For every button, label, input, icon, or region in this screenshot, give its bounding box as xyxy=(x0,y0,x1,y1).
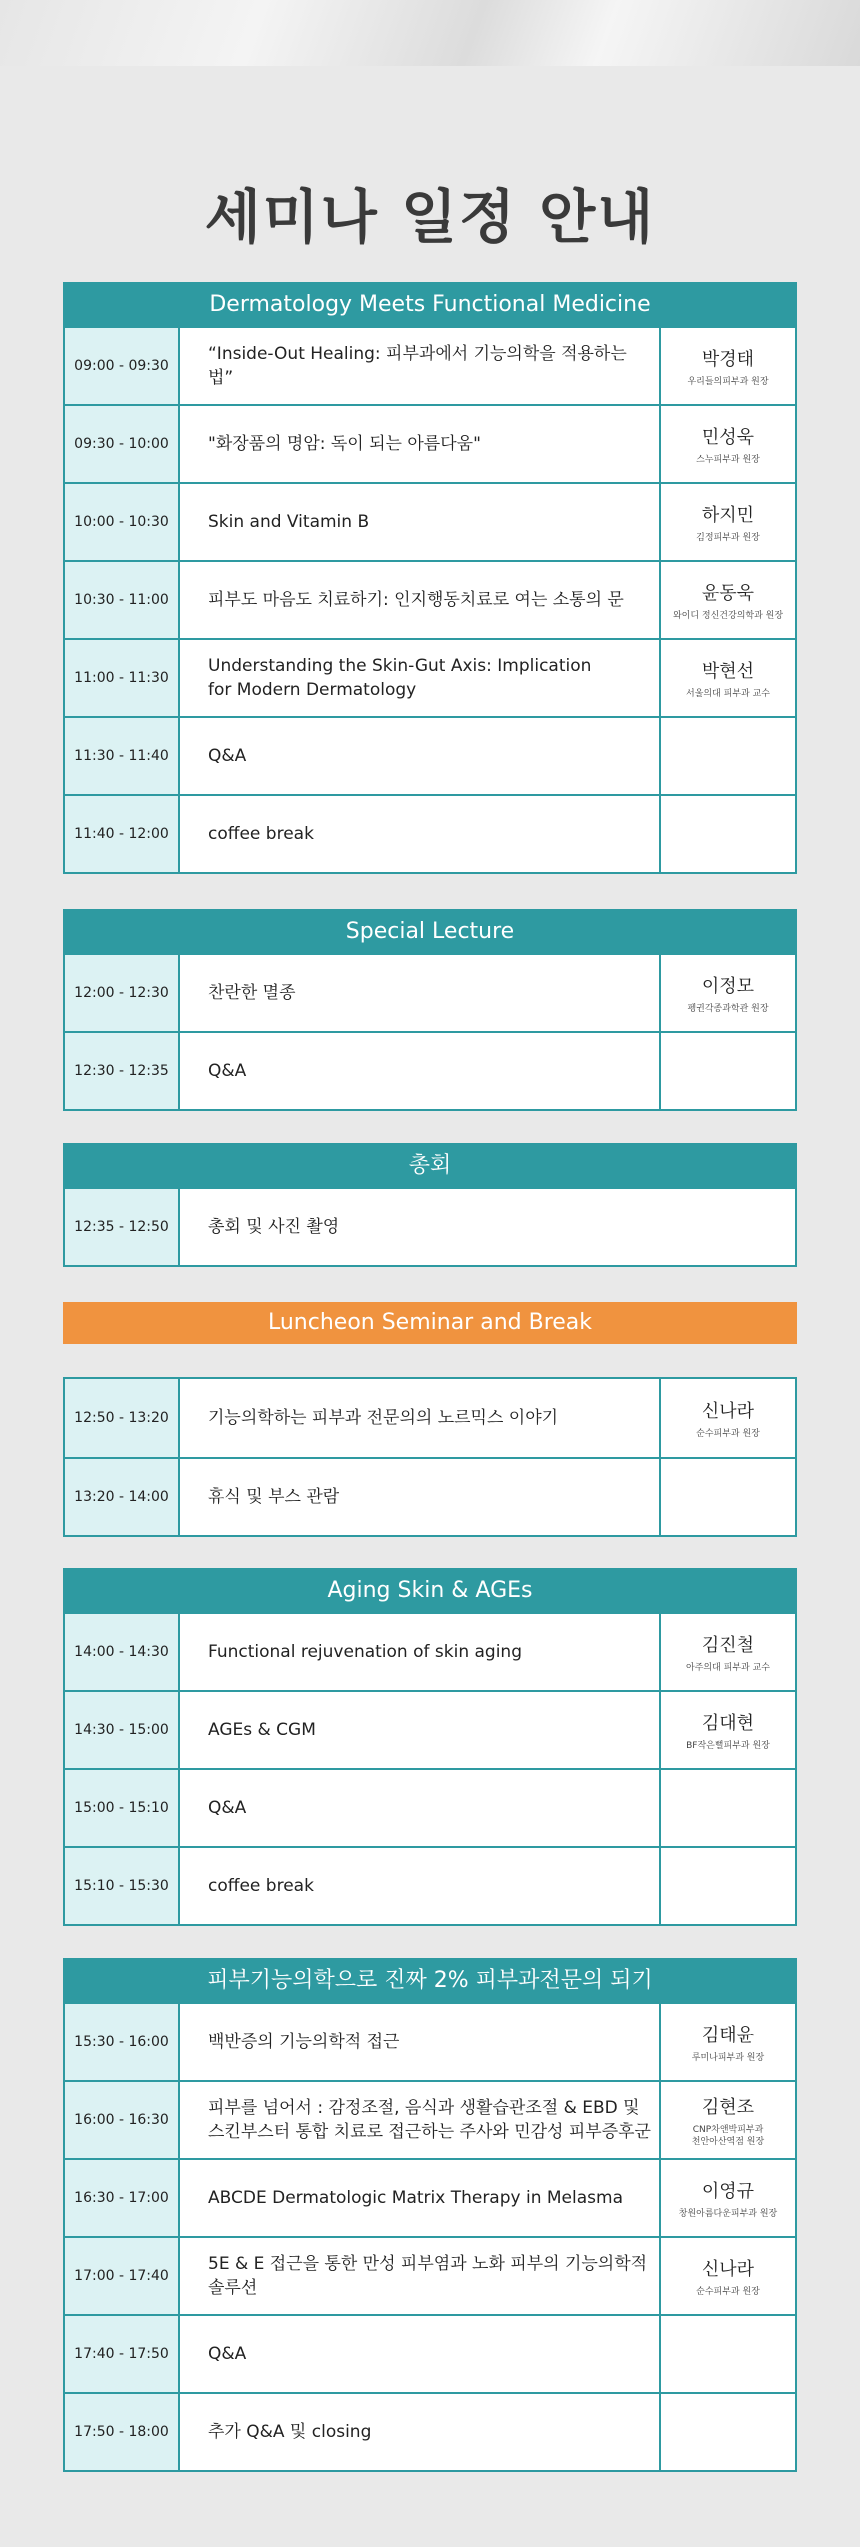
speaker-affiliation: 펭귄각종과학관 원장 xyxy=(687,1003,769,1014)
session-time: 15:30 - 16:00 xyxy=(65,2004,180,2080)
speaker-affiliation: 서울의대 피부과 교수 xyxy=(686,688,770,699)
schedule-row xyxy=(65,1690,795,1768)
session-time: 17:00 - 17:40 xyxy=(65,2238,180,2314)
speaker-cell xyxy=(659,2082,795,2158)
speaker-cell xyxy=(659,718,795,794)
session-topic: AGEs & CGM xyxy=(208,1720,316,1740)
speaker-affiliation: 와이디 정신건강의학과 원장 xyxy=(672,610,784,621)
speaker-name: 박경태 xyxy=(701,348,755,370)
speaker-name: 김태윤 xyxy=(701,2024,755,2046)
section-header: 총회 xyxy=(65,1145,795,1187)
schedule-row xyxy=(65,1457,795,1535)
speaker-cell xyxy=(659,2316,795,2392)
schedule-row xyxy=(65,326,795,404)
session-time: 16:30 - 17:00 xyxy=(65,2160,180,2236)
speaker-cell xyxy=(659,2238,795,2314)
schedule-section xyxy=(63,1958,797,2472)
speaker-name: 하지민 xyxy=(701,504,755,526)
session-topic: Skin and Vitamin B xyxy=(208,512,370,532)
session-time: 10:30 - 11:00 xyxy=(65,562,180,638)
speaker-name: 박현선 xyxy=(701,660,755,682)
speaker-affiliation: 창원아름다운피부과 원장 xyxy=(678,2208,778,2219)
speaker-cell xyxy=(659,1379,795,1457)
schedule-row xyxy=(65,2158,795,2236)
session-topic: 피부를 넘어서 : 감정조절, 음식과 생활습관조절 & EBD 및 스킨부스터 통합 치료로 접근하는 주사와 민감성 피부증후군 xyxy=(208,2098,651,2142)
session-topic: ABCDE Dermatologic Matrix Therapy in Melasma xyxy=(208,2188,623,2208)
schedule-row xyxy=(65,482,795,560)
speaker-affiliation: CNP차앤박피부과 천안아산역점 원장 xyxy=(691,2124,765,2147)
session-time: 11:40 - 12:00 xyxy=(65,796,180,872)
speaker-cell xyxy=(659,484,795,560)
speaker-cell xyxy=(659,406,795,482)
session-time: 12:30 - 12:35 xyxy=(65,1033,180,1109)
schedule-row xyxy=(65,560,795,638)
schedule-row xyxy=(65,1768,795,1846)
session-topic: 총회 및 사진 촬영 xyxy=(208,1217,340,1237)
speaker-cell xyxy=(659,796,795,872)
session-time: 12:00 - 12:30 xyxy=(65,955,180,1031)
speaker-cell xyxy=(659,562,795,638)
session-time: 15:00 - 15:10 xyxy=(65,1770,180,1846)
speaker-cell xyxy=(659,1459,795,1535)
session-time: 09:00 - 09:30 xyxy=(65,328,180,404)
speaker-name: 김현조 xyxy=(701,2096,755,2118)
session-topic: Q&A xyxy=(208,746,247,766)
schedule-row xyxy=(65,2392,795,2470)
schedule-section xyxy=(63,1568,797,1926)
speaker-affiliation: 아주의대 피부과 교수 xyxy=(686,1662,770,1673)
speaker-name: 신나라 xyxy=(701,1400,755,1422)
schedule-row xyxy=(65,2314,795,2392)
session-time: 16:00 - 16:30 xyxy=(65,2082,180,2158)
session-topic: 백반증의 기능의학적 접근 xyxy=(208,2032,400,2052)
speaker-name: 민성욱 xyxy=(701,426,755,448)
session-time: 10:00 - 10:30 xyxy=(65,484,180,560)
session-time: 12:35 - 12:50 xyxy=(65,1189,180,1265)
schedule-row xyxy=(65,2236,795,2314)
schedule-row xyxy=(65,2080,795,2158)
speaker-name: 김진철 xyxy=(701,1634,755,1656)
speaker-affiliation: 순수피부과 원장 xyxy=(696,2286,760,2297)
session-time: 11:30 - 11:40 xyxy=(65,718,180,794)
speaker-cell xyxy=(659,2160,795,2236)
speaker-affiliation: BF작은뻘피부과 원장 xyxy=(686,1740,770,1751)
session-time: 09:30 - 10:00 xyxy=(65,406,180,482)
session-topic: Q&A xyxy=(208,1798,247,1818)
speaker-cell xyxy=(659,328,795,404)
session-topic: Understanding the Skin-Gut Axis: Implication for Modern Dermatology xyxy=(208,656,592,700)
page-title: 세미나 일정 안내 xyxy=(204,183,656,251)
session-time: 17:40 - 17:50 xyxy=(65,2316,180,2392)
session-topic: 휴식 및 부스 관람 xyxy=(208,1487,340,1507)
schedule-section xyxy=(63,909,797,1111)
speaker-name: 이정모 xyxy=(701,975,755,997)
speaker-cell xyxy=(659,1692,795,1768)
session-time: 12:50 - 13:20 xyxy=(65,1379,180,1457)
speaker-affiliation: 우리들의피부과 원장 xyxy=(687,376,769,387)
session-topic: 5E & E 접근을 통한 만성 피부염과 노화 피부의 기능의학적 솔루션 xyxy=(208,2254,648,2298)
session-time: 14:00 - 14:30 xyxy=(65,1614,180,1690)
session-time: 15:10 - 15:30 xyxy=(65,1848,180,1924)
schedule-row xyxy=(65,638,795,716)
session-time: 13:20 - 14:00 xyxy=(65,1459,180,1535)
speaker-name: 신나라 xyxy=(701,2258,755,2280)
speaker-cell xyxy=(659,1770,795,1846)
session-topic: coffee break xyxy=(208,1876,314,1896)
speaker-affiliation: 순수피부과 원장 xyxy=(696,1428,760,1439)
speaker-affiliation: 루미나피부과 원장 xyxy=(691,2052,765,2063)
speaker-name: 윤동욱 xyxy=(701,582,755,604)
session-topic: Q&A xyxy=(208,2344,247,2364)
schedule-row xyxy=(65,794,795,872)
speaker-affiliation: 스누피부과 원장 xyxy=(696,454,760,465)
session-topic: "화장품의 명암: 독이 되는 아름다움" xyxy=(208,434,481,454)
schedule-row xyxy=(65,1031,795,1109)
schedule-row xyxy=(65,1187,795,1265)
speaker-cell xyxy=(659,640,795,716)
luncheon-banner: Luncheon Seminar and Break xyxy=(63,1302,797,1344)
section-header: Special Lecture xyxy=(65,911,795,953)
schedule-row xyxy=(65,1379,795,1457)
speaker-cell xyxy=(659,2004,795,2080)
session-topic: 찬란한 멸종 xyxy=(208,983,296,1003)
speaker-affiliation: 김정피부과 원장 xyxy=(696,532,760,543)
speaker-cell xyxy=(659,1848,795,1924)
session-topic: 피부도 마음도 치료하기: 인지행동치료로 여는 소통의 문 xyxy=(208,590,624,610)
schedule-row xyxy=(65,953,795,1031)
schedule-row xyxy=(65,1612,795,1690)
speaker-name: 이영규 xyxy=(701,2180,755,2202)
schedule-section xyxy=(63,1143,797,1267)
speaker-cell xyxy=(659,1614,795,1690)
schedule-row xyxy=(65,716,795,794)
session-topic: “Inside-Out Healing: 피부과에서 기능의학을 적용하는 법” xyxy=(208,344,627,388)
section-header: Dermatology Meets Functional Medicine xyxy=(65,284,795,326)
session-topic: 기능의학하는 피부과 전문의의 노르믹스 이야기 xyxy=(208,1408,559,1428)
session-topic: Q&A xyxy=(208,1061,247,1081)
session-time: 17:50 - 18:00 xyxy=(65,2394,180,2470)
schedule-section xyxy=(63,1377,797,1537)
top-decorative-strip xyxy=(0,0,860,66)
section-header: 피부기능의학으로 진짜 2% 피부과전문의 되기 xyxy=(65,1960,795,2002)
schedule-row xyxy=(65,2002,795,2080)
schedule-section xyxy=(63,282,797,874)
session-topic: 추가 Q&A 및 closing xyxy=(208,2422,372,2442)
speaker-name: 김대현 xyxy=(701,1712,755,1734)
schedule-row xyxy=(65,404,795,482)
section-header: Aging Skin & AGEs xyxy=(65,1570,795,1612)
session-time: 14:30 - 15:00 xyxy=(65,1692,180,1768)
speaker-cell xyxy=(659,1033,795,1109)
speaker-cell xyxy=(659,2394,795,2470)
session-topic: Functional rejuvenation of skin aging xyxy=(208,1642,522,1662)
session-topic: coffee break xyxy=(208,824,314,844)
schedule-row xyxy=(65,1846,795,1924)
session-time: 11:00 - 11:30 xyxy=(65,640,180,716)
speaker-cell xyxy=(659,955,795,1031)
